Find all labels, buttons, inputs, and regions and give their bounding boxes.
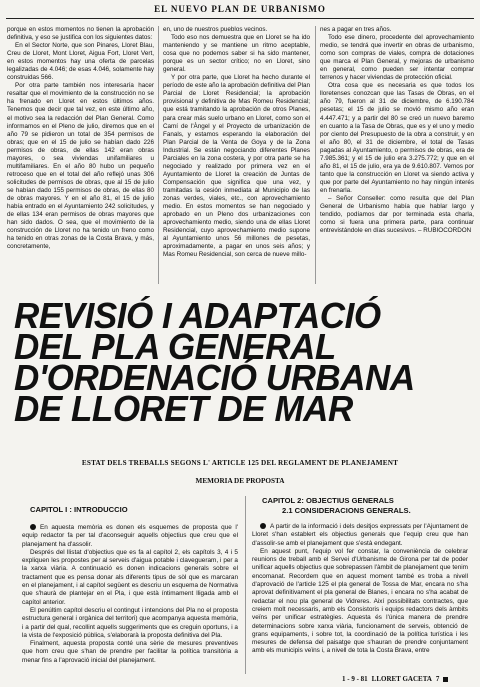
headline-line: D'ORDENACIÓ URBANA	[14, 357, 415, 398]
paragraph: Finalment, aquesta proposta conté una sèrie de mesures preventives que hom creu que s'han de prendre per facilitar la política transitòria a menar fins a l'aprovació inicial del planejament.	[22, 640, 238, 664]
paragraph: Y por otra parte, que Lloret ha hecho durante el período de este año la aprobación definitiva del Plan Parcial de Lloret Residencial; la aprobación provisional y definitiva de Mas Romeu Residencial; que está tramitando la aprobación de otros Planes, para crear más suelo urbano en Lloret, como son el Camí de l'Àngel y el Proyecto de urbanización de Fanals, y estamos esperando la elaboración del Plan Parcial de la Venta de Goya y de la Zona Industrial. Se están negociando diferentes Planes Parciales en la zona costera, y por otra parte se ha negociado y realizado por primera vez en el Ayuntamiento de Lloret la creación de Juntas de Compensación que significa que una vez, y tramitadas la cesión inmediata al Municipio de las zonas verdes, viales, etc., con aprovechamiento medio. En estos momentos se han negociado y aprobado en un Pleno dos urbanizaciones con aprovechamiento medio, siendo una de ellas Lloret Residencial, cuyo aprovechamiento medio supone al Ayuntamiento unos 56 millones de pesetas, aproximadamente, a pagar en unos seis años; y Mas Romeu Residencial, son cerca de nueve millo-	[163, 74, 310, 259]
footer-date: 1 - 9 - 81	[342, 675, 368, 683]
paragraph	[22, 524, 238, 549]
headline-line: DE LLORET DE MAR	[14, 388, 353, 429]
paragraph: – Señor Conseller: como resulta que del Plan General de Urbanismo había que hablar largo y tendido, podíamos dar por terminada esta charla, como si fuera una primera parte, para continuar entrevistándole en días sucesivos. – RUBIOCORDON	[320, 194, 474, 235]
column-divider	[315, 26, 316, 284]
paragraph: El penúltim capítol descriu el contingut i intencions del Pla no el proposta estructura general i orgànica del territori) que acompanya aquesta memòria, i a partir del qual, recollint aquells suggeriments que es creguin oportuns, i a la vista de l'exposició pública, s'elaborarà la proposta definitiva del Pla.	[22, 606, 238, 639]
footer-publication: LLORET GACETA	[371, 675, 432, 683]
paragraph: Todo eso nos demuestra que en Lloret se ha ido manteniendo y se mantiene un ritmo aceptable, cosa que no podemos saber si ha sido mantener, porque es un sector crítico; no en Lloret, sino general.	[163, 34, 310, 74]
article-column-1	[7, 26, 154, 251]
chapter1-body	[22, 524, 238, 684]
article-column-2	[163, 26, 310, 259]
headline-line: DEL PLA GENERAL	[14, 326, 336, 367]
paragraph: En el Sector Norte, que son Pinares, Lloret Blau, Creu de Lloret, Mont Lloret, Aigua Fort, Lloret Vert, en estos momentos hay una oferta de parcelas legalizadas de 4.046; de esas 4.046, solamente hay construidas 566.	[7, 42, 154, 82]
main-headline	[14, 295, 456, 429]
paragraph: Després del llistat d'objectius que es fa al capítol 2, els capítols 3, 4 i 5 expliquen les propostes per al serveis d'aigua potable i clavegueram, i per a la xarxa viària. A continuació es donen indicacions generals sobre el tractament que es pensa donar als diferents tipus de sòl que es marcaran en el planejament, i al capítol següent es descriu un esquema de Normativa que s'haurà de plantejar en el Pla, i que està íntimament lligada amb el capítol anterior.	[22, 548, 238, 606]
heading-line: CAPITOL 2: OBJECTIUS GENERALS	[262, 496, 394, 505]
paragraph: En aquest punt, l'equip vol fer constar, la conveniència de celebrar reunions de treball amb el Servei d'Urbanisme de Girona per tal de poder unificar aquells objectius que sobrepassen l'àmbit de planejament que tenim encomanat. Recordem que en aquest moment també es troba a nivell d'aprovació de l'article 125 el pla general de Tossa de Mar, encara no s'ha aprovat definitivament el pla general de Blanes, i encara no s'ha acabat de redactar el nou pla general de Vidreres. Així possibilitats contractes, que creiem molt necessaris, amb els Consistoris i equips redactors dels àmbits veïns per unificar estratègies. Aquesta és l'única manera de prendre determinacions sobre xarxa viària, funcionament de serveis, obtenció de grans equipaments, i sobre tot, la coordinació de la política turística i les mesures de defensa del paisatge que s'hauran de prendre conjuntament amb els municipis veïns i, a nivell de tota la Costa Brava, entre	[252, 547, 468, 655]
section-heading-chapter1: CAPITOL I : INTRODUCCIO	[30, 505, 128, 514]
paragraph: Otra cosa que es necesaria es que todos los lloretenses conozcan que las Tasas de Obras, en el año 79, fueron al 31 de diciembre, de 6.190.784 pesetas; el 15 de julio se movió mismo año eran 4.447.471; y a partir del 80 se creó un nuevo baremo en cuanto a la Tasa de Obras, que es y el uno y medio por ciento del Presupuesto de la obra a construir, y en el año 80, el 31 de diciembre, el total de Tasas pagadas al Ayuntamiento, o permisos de obras, era de 7.985.361; y el 15 de julio era 3.275.772; y que en el año 81, el 15 de julio, era ya de 9.610.807. Vemos por tanto que la construcción en Lloret va siendo activa y que por parte del Ayuntamiento no hay ningún interés en frenarla.	[320, 82, 474, 194]
section-heading-chapter2	[262, 496, 411, 516]
paragraph: Por otra parte también nos interesaría hacer resaltar que el movimiento de la construcción no se ha frenado en Lloret en estos últimos años. Tenemos que decir que tal vez, en este último año, el motivo sea la redacción del Plan General. Como informamos en el Pleno de julio, diremos que en el año 79 se pidieron un total de 354 permisos de obras; que en el 15 de julio se habían dado 226 permisos de obras, de ellas 142 eran obras mayores, o sea viviendas unifamiliares u multifamiliares. En el año 80 hubo un pequeño retroceso que en el total del año reflejó unas 306 solicitudes de permisos de obras, que al 15 de julio se habían dado 155 permisos de obras, de ellas 80 de obras mayores. Y en el año 81, el 15 de julio había entrado en el Ayuntamiento 242 solicitudes, y de ellas 134 eran permisos de obras mayores que han sido dados. O sea, que el movimiento de la construcción de Lloret no ha tenido un freno como ha tenido en otras zonas de la Costa Brava, y más, concretamente,	[7, 82, 154, 251]
heading-line: 2.1 CONSIDERACIONS GENERALS.	[282, 506, 411, 515]
article-column-3	[320, 26, 474, 235]
paragraph	[252, 523, 468, 548]
paragraph-text: En aquesta memòria es donen els esquemes de proposta que l' equip redactor fa per tal d'aconseguir aquells objectius que creu que el planejament ha d'assolir.	[22, 524, 238, 548]
square-icon	[443, 677, 448, 682]
paragraph: nes a pagar en tres años.	[320, 26, 392, 33]
subheadline: ESTAT DELS TREBALLS SEGONS L' ARTICLE 125 DEL REGLAMENT DE PLANEJAMENT	[81, 459, 399, 467]
paragraph: porque en estos momentos no tienen la aprobación definitiva, y eso se justifica con los siguientes datos:	[7, 26, 154, 42]
bullet-icon	[260, 523, 266, 529]
chapter2-body	[252, 523, 468, 671]
running-header: EL NUEVO PLAN DE URBANISMO	[6, 4, 474, 19]
bullet-icon	[30, 524, 36, 530]
paragraph-text: A partir de la informació i dels desitjos expressats per l'Ajuntament de Lloret s'han establert els objectius generals que l'equip creu que han d'assolir-se amb el planejament que s'està endegant.	[252, 523, 468, 547]
column-divider	[158, 26, 159, 284]
page-footer	[342, 675, 448, 683]
headline-line: REVISIÓ I ADAPTACIÓ	[14, 295, 381, 336]
paragraph: en, uno de nuestros pueblos vecinos.	[163, 26, 268, 33]
footer-page-number: 7	[435, 675, 440, 683]
subheadline-memoria: MEMORIA DE PROPOSTA	[195, 477, 285, 485]
paragraph: Todo ese dinero, procedente del aprovechamiento medio, se tendrá que invertir en obras de urbanismo, como son compras de viales, compra de dotaciones que marca el Plan General, y mejoras de urbanismo en general, como pueden ser intentar comprar terrenos y hacer viviendas de protección oficial.	[320, 34, 474, 82]
column-divider	[245, 496, 246, 674]
